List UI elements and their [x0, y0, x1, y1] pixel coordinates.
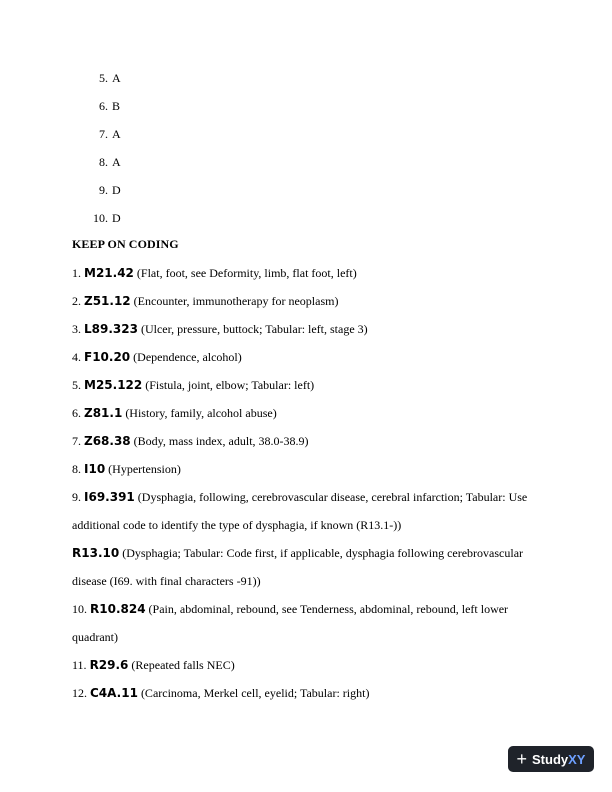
item-number: 6.: [99, 99, 108, 113]
line-number: 8.: [72, 462, 81, 476]
plus-icon: +: [516, 749, 528, 769]
line-number: 4.: [72, 350, 81, 364]
icd-code: C4A.11: [90, 686, 138, 700]
item-answer: A: [112, 71, 121, 85]
icd-code: F10.20: [84, 350, 131, 364]
icd-code: M25.122: [84, 378, 143, 392]
line-number: 12.: [72, 686, 87, 700]
code-line-continued: [72, 574, 552, 602]
code-description: (Dysphagia; Tabular: Code first, if applicable, dysphagia following cerebrovascular: [122, 546, 524, 560]
code-list: [72, 266, 552, 714]
icd-code: R13.10: [72, 546, 120, 560]
line-number: 7.: [72, 434, 81, 448]
item-number: 7.: [99, 127, 108, 141]
item-number: 10.: [93, 211, 108, 225]
badge-text-study: Study: [532, 751, 569, 767]
code-line: [72, 546, 552, 574]
code-description: (History, family, alcohol abuse): [125, 406, 277, 420]
line-number: 2.: [72, 294, 81, 308]
code-line-continued: [72, 518, 552, 546]
code-description: (Encounter, immunotherapy for neoplasm): [133, 294, 339, 308]
line-number: 3.: [72, 322, 81, 336]
code-line: [72, 378, 552, 406]
list-item: [90, 211, 121, 239]
answer-list: [90, 71, 121, 239]
line-number: 1.: [72, 266, 81, 280]
line-number: 9.: [72, 490, 81, 504]
icd-code: R10.824: [90, 602, 146, 616]
line-number: 5.: [72, 378, 81, 392]
code-line: [72, 322, 552, 350]
item-answer: D: [112, 211, 121, 225]
item-number: 9.: [99, 183, 108, 197]
code-line: [72, 266, 552, 294]
icd-code: I10: [84, 462, 106, 476]
code-line: [72, 406, 552, 434]
code-line: [72, 658, 552, 686]
code-line: [72, 350, 552, 378]
line-number: 11.: [72, 658, 87, 672]
icd-code: Z51.12: [84, 294, 131, 308]
list-item: [90, 127, 121, 155]
section-heading: KEEP ON CODING: [72, 237, 179, 251]
list-item: [90, 155, 121, 183]
icd-code: Z68.38: [84, 434, 131, 448]
code-description: (Fistula, joint, elbow; Tabular: left): [145, 378, 315, 392]
item-answer: B: [112, 99, 121, 113]
code-description: (Hypertension): [108, 462, 181, 476]
item-answer: A: [112, 127, 121, 141]
item-number: 5.: [99, 71, 108, 85]
code-description: (Ulcer, pressure, buttock; Tabular: left, stage 3): [140, 322, 368, 336]
code-line: [72, 686, 552, 714]
code-description: (Carcinoma, Merkel cell, eyelid; Tabular: right): [140, 686, 370, 700]
item-number: 8.: [99, 155, 108, 169]
code-description: (Dysphagia, following, cerebrovascular disease, cerebral infarction; Tabular: Use: [137, 490, 528, 504]
icd-code: R29.6: [89, 658, 129, 672]
code-description: (Repeated falls NEC): [131, 658, 235, 672]
code-description: additional code to identify the type of dysphagia, if known (R13.1-)): [72, 518, 402, 532]
icd-code: Z81.1: [84, 406, 123, 420]
item-answer: A: [112, 155, 121, 169]
badge-text-xy: XY: [568, 751, 586, 767]
list-item: [90, 183, 121, 211]
code-description: quadrant): [72, 630, 118, 644]
icd-code: I69.391: [84, 490, 135, 504]
code-description: (Flat, foot, see Deformity, limb, flat foot, left): [136, 266, 357, 280]
code-line: [72, 434, 552, 462]
line-number: 10.: [72, 602, 87, 616]
code-description: (Body, mass index, adult, 38.0-38.9): [133, 434, 309, 448]
code-line-continued: [72, 630, 552, 658]
code-line: [72, 462, 552, 490]
icd-code: L89.323: [84, 322, 138, 336]
code-description: disease (I69. with final characters -91)): [72, 574, 261, 588]
list-item: [90, 71, 121, 99]
code-description: (Dependence, alcohol): [133, 350, 242, 364]
list-item: [90, 99, 121, 127]
code-description: (Pain, abdominal, rebound, see Tenderness, abdominal, rebound, left lower: [148, 602, 509, 616]
studyxy-badge[interactable]: [508, 746, 594, 772]
line-number: 6.: [72, 406, 81, 420]
code-line: [72, 294, 552, 322]
code-line: [72, 602, 552, 630]
code-line: [72, 490, 552, 518]
icd-code: M21.42: [84, 266, 134, 280]
item-answer: D: [112, 183, 121, 197]
